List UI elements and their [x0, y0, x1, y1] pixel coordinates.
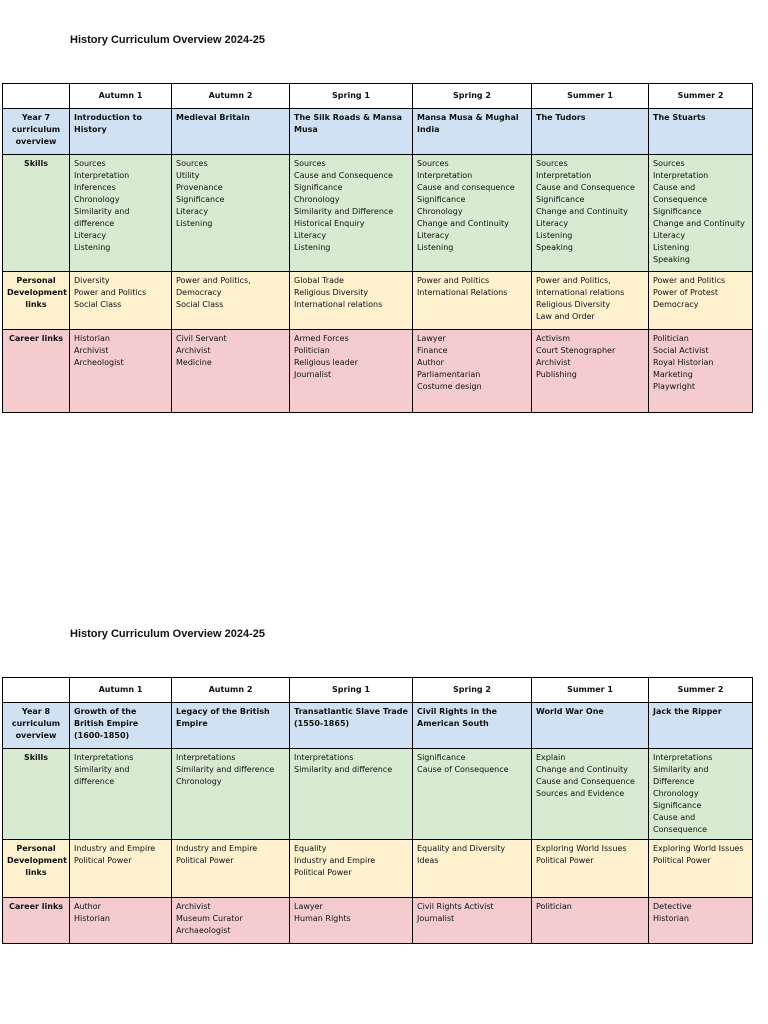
table-row-skills: [3, 749, 753, 840]
cell-line: Change and Continuity: [536, 765, 628, 774]
table-cell: [290, 749, 413, 840]
cell-line: Listening: [417, 243, 454, 252]
cell-line: Change and Continuity: [417, 219, 509, 228]
cell-line: Industry and Empire: [74, 844, 156, 853]
cell-line: Interpretations: [294, 753, 354, 762]
table-cell: [172, 749, 290, 840]
table-cell: [649, 749, 753, 840]
cell-line: Historian: [74, 334, 110, 343]
row-header: Personal Development links: [3, 840, 70, 898]
cell-line: Power and Politics,: [176, 276, 251, 285]
cell-line: Significance: [417, 753, 466, 762]
cell-line: Medicine: [176, 358, 212, 367]
cell-line: Human Rights: [294, 914, 351, 923]
cell-line: Archivist: [176, 902, 211, 911]
table-cell: [172, 330, 290, 413]
column-header: Summer 2: [649, 678, 753, 703]
cell-line: Exploring World Issues: [536, 844, 627, 853]
cell-line: Interpretations: [74, 753, 134, 762]
column-header: Autumn 2: [172, 678, 290, 703]
row-header: Year 8 curriculum overview: [3, 703, 70, 749]
table-cell: [70, 155, 172, 272]
table-cell: [413, 898, 532, 944]
cell-line: Playwright: [653, 382, 696, 391]
row-header: Career links: [3, 330, 70, 413]
cell-line: Power of Protest: [653, 288, 719, 297]
table-cell: [70, 330, 172, 413]
corner-cell: [3, 84, 70, 109]
table-cell: [532, 840, 649, 898]
cell-line: Democracy: [176, 288, 222, 297]
cell-line: Listening: [536, 231, 573, 240]
column-header: Summer 1: [532, 84, 649, 109]
cell-line: Equality: [294, 844, 327, 853]
table-cell: [413, 272, 532, 330]
cell-line: Power and Politics,: [536, 276, 611, 285]
cell-line: Similarity and Difference: [653, 765, 709, 786]
table-cell: [532, 155, 649, 272]
row-header: Skills: [3, 155, 70, 272]
cell-line: Finance: [417, 346, 448, 355]
cell-line: Significance: [176, 195, 225, 204]
table-cell: [290, 109, 413, 155]
cell-line: Lawyer: [294, 902, 323, 911]
cell-line: Jack the Ripper: [653, 707, 722, 716]
cell-line: Political Power: [653, 856, 711, 865]
cell-line: Sources: [417, 159, 449, 168]
cell-line: The Silk Roads & Mansa Musa: [294, 113, 403, 134]
cell-line: Cause and Consequence: [653, 183, 708, 204]
table-cell: [172, 272, 290, 330]
cell-line: Listening: [653, 243, 690, 252]
cell-line: Royal Historian: [653, 358, 714, 367]
table-cell: [649, 898, 753, 944]
table-cell: [172, 840, 290, 898]
cell-line: Literacy: [536, 219, 569, 228]
table-row-pd: [3, 840, 753, 898]
column-header: Summer 2: [649, 84, 753, 109]
cell-line: Literacy: [417, 231, 450, 240]
cell-line: Court Stenographer: [536, 346, 616, 355]
page-title: History Curriculum Overview 2024-25: [70, 628, 266, 640]
cell-line: Historian: [74, 914, 110, 923]
cell-line: Social Activist: [653, 346, 709, 355]
cell-line: Interpretations: [653, 753, 713, 762]
table-cell: [290, 840, 413, 898]
cell-line: Cause and Consequence: [653, 813, 708, 834]
table-cell: [532, 330, 649, 413]
table-cell: [532, 272, 649, 330]
cell-line: Similarity and Difference: [294, 207, 394, 216]
cell-line: Journalist: [294, 370, 332, 379]
cell-line: Interpretations: [176, 753, 236, 762]
cell-line: Journalist: [417, 914, 455, 923]
cell-line: Speaking: [536, 243, 573, 252]
cell-line: Museum Curator: [176, 914, 243, 923]
cell-line: Legacy of the British Empire: [176, 707, 270, 728]
cell-line: Listening: [176, 219, 213, 228]
cell-line: Interpretation: [536, 171, 592, 180]
curriculum-table-year-8: [2, 677, 753, 944]
table-cell: [70, 749, 172, 840]
cell-line: Industry and Empire: [294, 856, 376, 865]
cell-line: Sources: [74, 159, 106, 168]
cell-line: Significance: [294, 183, 343, 192]
table-cell: [649, 109, 753, 155]
cell-line: Archivist: [74, 346, 109, 355]
cell-line: Cause and Consequence: [536, 183, 635, 192]
table-cell: [649, 272, 753, 330]
table-body: [3, 703, 753, 944]
table-cell: [649, 703, 753, 749]
table-cell: [70, 272, 172, 330]
cell-line: Sources: [653, 159, 685, 168]
cell-line: Literacy: [653, 231, 686, 240]
cell-line: Archivist: [536, 358, 571, 367]
cell-line: Costume design: [417, 382, 482, 391]
cell-line: Sources and Evidence: [536, 789, 625, 798]
table-cell: [290, 703, 413, 749]
cell-line: Sources: [536, 159, 568, 168]
cell-line: Civil Rights in the American South: [417, 707, 497, 728]
column-header: Autumn 2: [172, 84, 290, 109]
table-row-pd: [3, 272, 753, 330]
cell-line: Power and Politics: [417, 276, 490, 285]
cell-line: Archivist: [176, 346, 211, 355]
column-header: Autumn 1: [70, 678, 172, 703]
cell-line: Diversity: [74, 276, 110, 285]
cell-line: Historian: [653, 914, 689, 923]
cell-line: International Relations: [417, 288, 508, 297]
cell-line: Political Power: [176, 856, 234, 865]
cell-line: Religious leader: [294, 358, 358, 367]
cell-line: Publishing: [536, 370, 577, 379]
cell-line: World War One: [536, 707, 604, 716]
cell-line: Literacy: [74, 231, 107, 240]
cell-line: Chronology: [176, 777, 222, 786]
cell-line: Significance: [653, 207, 702, 216]
table-cell: [172, 155, 290, 272]
page-title: History Curriculum Overview 2024-25: [70, 34, 266, 46]
table-cell: [649, 840, 753, 898]
cell-line: Archeologist: [74, 358, 124, 367]
table-cell: [290, 330, 413, 413]
cell-line: Change and Continuity: [536, 207, 628, 216]
column-header: Spring 2: [413, 678, 532, 703]
table-row-skills: [3, 155, 753, 272]
cell-line: Political Power: [536, 856, 594, 865]
cell-line: Equality and Diversity: [417, 844, 506, 853]
cell-line: Politician: [653, 334, 689, 343]
table-cell: [70, 840, 172, 898]
column-header: Spring 2: [413, 84, 532, 109]
table-row-career: [3, 898, 753, 944]
cell-line: Parliamentarian: [417, 370, 481, 379]
table-cell: [70, 109, 172, 155]
cell-line: The Tudors: [536, 113, 586, 122]
cell-line: Growth of the British Empire (1600-1850): [74, 707, 139, 740]
cell-line: Significance: [417, 195, 466, 204]
cell-line: Cause and Consequence: [294, 171, 393, 180]
cell-line: Chronology: [417, 207, 463, 216]
cell-line: Political Power: [74, 856, 132, 865]
table-cell: [172, 109, 290, 155]
cell-line: Armed Forces: [294, 334, 349, 343]
column-header: Spring 1: [290, 84, 413, 109]
cell-line: Significance: [536, 195, 585, 204]
cell-line: Mansa Musa & Mughal India: [417, 113, 519, 134]
row-header: Year 7 curriculum overview: [3, 109, 70, 155]
cell-line: Interpretation: [653, 171, 709, 180]
cell-line: Social Class: [176, 300, 224, 309]
cell-line: The Stuarts: [653, 113, 706, 122]
cell-line: Ideas: [417, 856, 439, 865]
cell-line: Chronology: [653, 789, 699, 798]
cell-line: Social Class: [74, 300, 122, 309]
table-cell: [413, 330, 532, 413]
table-cell: [532, 749, 649, 840]
cell-line: Sources: [176, 159, 208, 168]
cell-line: Speaking: [653, 255, 690, 264]
cell-line: Significance: [653, 801, 702, 810]
cell-line: Similarity and difference: [74, 765, 130, 786]
table-body: [3, 109, 753, 413]
cell-line: Sources: [294, 159, 326, 168]
table-cell: [532, 703, 649, 749]
cell-line: Power and Politics: [74, 288, 147, 297]
table-cell: [413, 703, 532, 749]
table-cell: [172, 703, 290, 749]
cell-line: Politician: [536, 902, 572, 911]
cell-line: Lawyer: [417, 334, 446, 343]
table-cell: [290, 898, 413, 944]
cell-line: Civil Servant: [176, 334, 227, 343]
cell-line: Archaeologist: [176, 926, 231, 935]
cell-line: Medieval Britain: [176, 113, 250, 122]
row-header: Personal Development links: [3, 272, 70, 330]
cell-line: Similarity and difference: [176, 765, 275, 774]
cell-line: Listening: [294, 243, 331, 252]
table-row-topic: [3, 109, 753, 155]
cell-line: Literacy: [294, 231, 327, 240]
table-cell: [649, 155, 753, 272]
cell-line: Marketing: [653, 370, 693, 379]
cell-line: Change and Continuity: [653, 219, 745, 228]
table-cell: [290, 155, 413, 272]
cell-line: Literacy: [176, 207, 209, 216]
cell-line: Religious Diversity: [294, 288, 369, 297]
table-row-career: [3, 330, 753, 413]
table-row-topic: [3, 703, 753, 749]
cell-line: Similarity and difference: [74, 207, 130, 228]
cell-line: Law and Order: [536, 312, 595, 321]
cell-line: Listening: [74, 243, 111, 252]
table-cell: [532, 109, 649, 155]
cell-line: Provenance: [176, 183, 223, 192]
cell-line: Chronology: [294, 195, 340, 204]
cell-line: Interpretation: [74, 171, 130, 180]
cell-line: Author: [74, 902, 101, 911]
cell-line: Civil Rights Activist: [417, 902, 494, 911]
cell-line: Similarity and difference: [294, 765, 393, 774]
cell-line: Cause and Consequence: [536, 777, 635, 786]
cell-line: Religious Diversity: [536, 300, 611, 309]
cell-line: Exploring World Issues: [653, 844, 744, 853]
table-cell: [532, 898, 649, 944]
cell-line: Inferences: [74, 183, 116, 192]
table-cell: [649, 330, 753, 413]
table-cell: [70, 898, 172, 944]
cell-line: Cause and consequence: [417, 183, 515, 192]
row-header: Career links: [3, 898, 70, 944]
cell-line: Global Trade: [294, 276, 344, 285]
cell-line: Explain: [536, 753, 566, 762]
table-cell: [413, 749, 532, 840]
row-header: Skills: [3, 749, 70, 840]
cell-line: Chronology: [74, 195, 120, 204]
column-header-row: [3, 678, 753, 703]
cell-line: Cause of Consequence: [417, 765, 509, 774]
table-cell: [413, 155, 532, 272]
table-cell: [70, 703, 172, 749]
cell-line: International relations: [294, 300, 383, 309]
cell-line: Interpretation: [417, 171, 473, 180]
curriculum-table-year-7: [2, 83, 753, 413]
cell-line: Introduction to History: [74, 113, 142, 134]
cell-line: Utility: [176, 171, 200, 180]
column-header: Summer 1: [532, 678, 649, 703]
cell-line: Political Power: [294, 868, 352, 877]
column-header-row: [3, 84, 753, 109]
column-header: Spring 1: [290, 678, 413, 703]
cell-line: Industry and Empire: [176, 844, 258, 853]
corner-cell: [3, 678, 70, 703]
column-header: Autumn 1: [70, 84, 172, 109]
cell-line: Historical Enquiry: [294, 219, 365, 228]
cell-line: International relations: [536, 288, 625, 297]
cell-line: Detective: [653, 902, 692, 911]
table-cell: [290, 272, 413, 330]
table-cell: [172, 898, 290, 944]
table-cell: [413, 840, 532, 898]
cell-line: Transatlantic Slave Trade (1550-1865): [294, 707, 408, 728]
cell-line: Activism: [536, 334, 571, 343]
cell-line: Author: [417, 358, 444, 367]
cell-line: Power and Politics: [653, 276, 726, 285]
cell-line: Politician: [294, 346, 330, 355]
table-cell: [413, 109, 532, 155]
cell-line: Democracy: [653, 300, 699, 309]
